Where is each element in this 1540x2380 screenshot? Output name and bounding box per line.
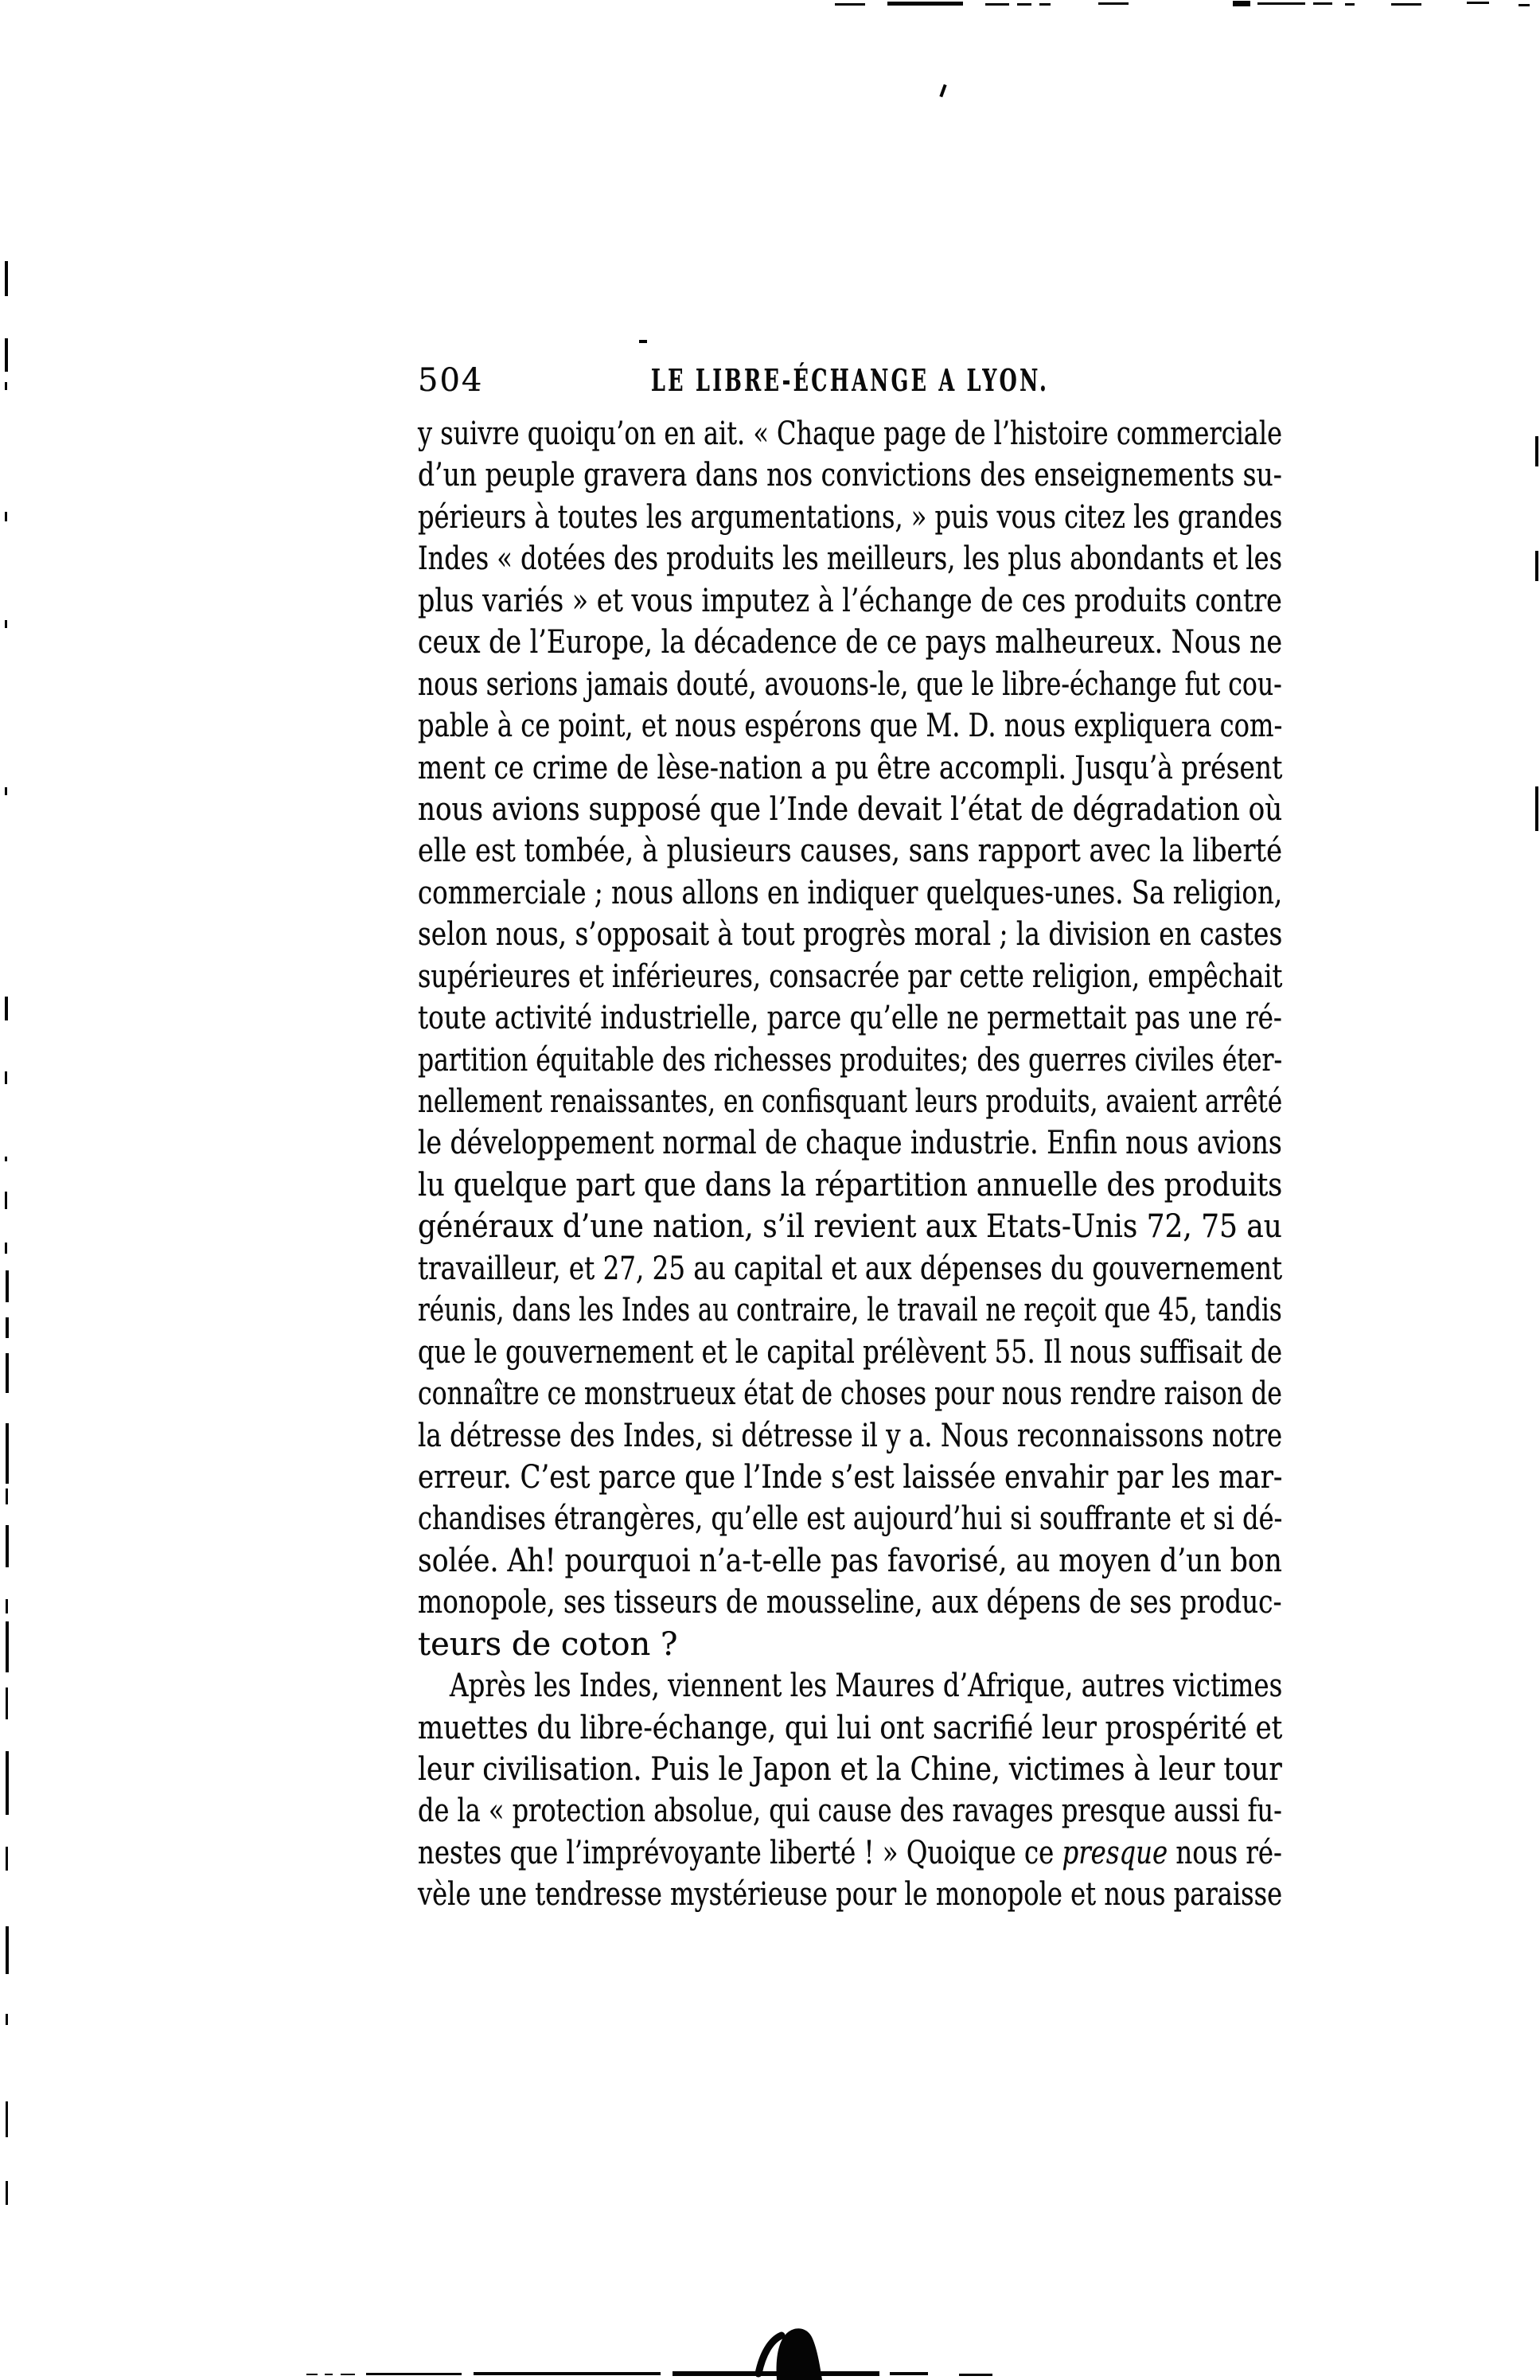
scan-speck: [1233, 1, 1250, 6]
text-line: la détresse des Indes, si détresse il y a. Nous reconnaissons notre: [418, 1417, 1283, 1454]
bottom-edge-line: [474, 2372, 661, 2375]
page-edge-mark: [5, 787, 7, 795]
page-edge-mark: [6, 2101, 8, 2137]
page-edge-mark: [6, 2014, 8, 2025]
scan-speck: [1519, 4, 1530, 6]
text-line: plus variés » et vous imputez à l’échange de ces produits contre: [418, 582, 1282, 619]
page-edge-mark: [6, 1353, 9, 1393]
text-line: muettes du libre-échange, qui lui ont sacrifié leur prospérité et: [418, 1709, 1283, 1746]
page-edge-mark: [1535, 551, 1538, 581]
scan-speck: [1257, 2, 1305, 5]
scan-speck: [1039, 3, 1051, 6]
page-edge-mark: [6, 1847, 8, 1871]
page-number: 504: [418, 362, 484, 399]
scan-speck: [1467, 2, 1489, 4]
text-line: Indes « dotées des produits les meilleurs, les plus abondants et les: [418, 540, 1283, 578]
text-line: de la « protection absolue, qui cause des ravages presque aussi fu-: [418, 1793, 1282, 1830]
bottom-edge-line: [341, 2374, 355, 2375]
page-edge-mark: [5, 620, 7, 628]
page-edge-mark: [6, 1621, 9, 1672]
page-edge-mark: [6, 2181, 8, 2205]
bottom-edge-line: [959, 2374, 992, 2376]
paragraph: [418, 413, 1282, 1665]
text-line: périeurs à toutes les argumentations, » puis vous citez les grandes: [418, 498, 1283, 536]
paragraph: [418, 1665, 1282, 1916]
bottom-edge-line: [306, 2374, 318, 2375]
text-line: solée. Ah! pourquoi n’a-t-elle pas favorisé, au moyen d’un bon: [418, 1542, 1282, 1579]
page-edge-mark: [6, 1525, 9, 1567]
text-line: connaître ce monstrueux état de choses pour nous rendre raison de: [418, 1375, 1282, 1413]
page-edge-mark: [6, 1270, 9, 1302]
text-line: erreur. C’est parce que l’Inde s’est laissée envahir par les mar-: [418, 1458, 1283, 1496]
text-line: commerciale ; nous allons en indiquer quelques-unes. Sa religion,: [418, 874, 1283, 911]
text-line: nestes que l’imprévoyante liberté ! » Quoique ce presque nous ré-: [418, 1834, 1282, 1871]
scan-speck: [1098, 2, 1129, 5]
text-line: nous serions jamais douté, avouons-le, que le libre-échange fut cou-: [418, 665, 1282, 703]
scan-speck: [835, 3, 865, 6]
page-edge-mark: [5, 261, 8, 296]
text-line: y suivre quoiqu’on en ait. « Chaque page de l’histoire commerciale: [418, 416, 1282, 452]
text-line: toute activité industrielle, parce qu’elle ne permettait pas une ré-: [418, 1000, 1282, 1037]
scan-speck: [887, 2, 963, 6]
bottom-edge-line: [890, 2372, 928, 2375]
text-line: le développement normal de chaque industrie. Enfin nous avions: [418, 1125, 1282, 1162]
text-line: pable à ce point, et nous espérons que M. D. nous expliquera com-: [418, 708, 1283, 745]
scan-speck: [1391, 3, 1421, 6]
text-line: nous avions supposé que l’Inde devait l’état de dégradation où: [418, 790, 1283, 828]
page-edge-mark: [5, 512, 7, 521]
page-header: [418, 360, 1282, 404]
bottom-edge-line: [325, 2374, 333, 2375]
text-line: vèle une tendresse mystérieuse pour le monopole et nous paraisse: [418, 1876, 1283, 1914]
page-edge-mark: [5, 997, 8, 1020]
text-line: travailleur, et 27, 25 au capital et aux dépenses du gouvernement: [418, 1250, 1283, 1287]
page-edge-mark: [6, 1423, 9, 1484]
text-line: selon nous, s’opposait à tout progrès moral ; la division en castes: [418, 916, 1283, 954]
scan-speck: [1313, 2, 1332, 5]
text-line: partition équitable des richesses produites; des guerres civiles éter-: [418, 1041, 1283, 1079]
text-line: que le gouvernement et le capital prélèvent 55. Il nous suffisait de: [418, 1333, 1282, 1371]
page-edge-mark: [5, 1192, 7, 1209]
bottom-edge-line: [366, 2373, 462, 2375]
text-line: supérieures et inférieures, consacrée par cette religion, empêchait: [418, 958, 1283, 995]
text-line: monopole, ses tisseurs de mousseline, aux dépens de ses produc-: [418, 1584, 1282, 1621]
page-edge-mark: [6, 1926, 9, 1974]
scan-speck: [939, 84, 946, 97]
text-line: ceux de l’Europe, la décadence de ce pays malheureux. Nous ne: [418, 624, 1283, 661]
text-line: Après les Indes, viennent les Maures d’Afrique, autres victimes: [450, 1668, 1283, 1705]
text-line: nellement renaissantes, en confisquant leurs produits, avaient arrêté: [418, 1083, 1283, 1120]
text-line: leur civilisation. Puis le Japon et la Chine, victimes à leur tour: [418, 1751, 1282, 1788]
page-edge-mark: [1535, 436, 1538, 466]
text-line: généraux d’une nation, s’il revient aux Etats-Unis 72, 75 au: [418, 1208, 1282, 1246]
page-edge-mark: [5, 382, 7, 390]
text-line: chandises étrangères, qu’elle est aujourd’hui si souffrante et si dé-: [418, 1500, 1283, 1538]
page-edge-mark: [5, 338, 8, 372]
scan-speck: [639, 340, 647, 343]
page-edge-mark: [5, 1157, 7, 1161]
page-edge-mark: [5, 1243, 7, 1254]
text-line: réunis, dans les Indes au contraire, le travail ne reçoit que 45, tandis: [418, 1292, 1282, 1329]
scan-speck: [1345, 3, 1355, 6]
text-line: d’un peuple gravera dans nos convictions des enseignements su-: [418, 457, 1282, 494]
page-edge-mark: [6, 1751, 9, 1815]
page-edge-mark: [6, 1488, 8, 1504]
scan-speck: [1017, 3, 1031, 6]
scan-speck: [985, 3, 1009, 6]
page-edge-mark: [1535, 786, 1538, 831]
page-edge-mark: [6, 1317, 9, 1338]
text-line: lu quelque part que dans la répartition annuelle des produits: [418, 1166, 1283, 1204]
running-title: LE LIBRE-ÉCHANGE A LYON.: [651, 362, 1050, 398]
body-text: [418, 413, 1282, 1916]
text-line: elle est tombée, à plusieurs causes, sans rapport avec la liberté: [418, 833, 1282, 870]
page-edge-mark: [5, 1071, 7, 1084]
text-line: ment ce crime de lèse-nation a pu être accompli. Jusqu’à présent: [418, 749, 1283, 786]
text-line: teurs de coton ?: [418, 1625, 678, 1663]
page-edge-mark: [6, 1599, 8, 1613]
page-edge-mark: [6, 1687, 8, 1719]
ink-blot: [732, 2318, 852, 2380]
